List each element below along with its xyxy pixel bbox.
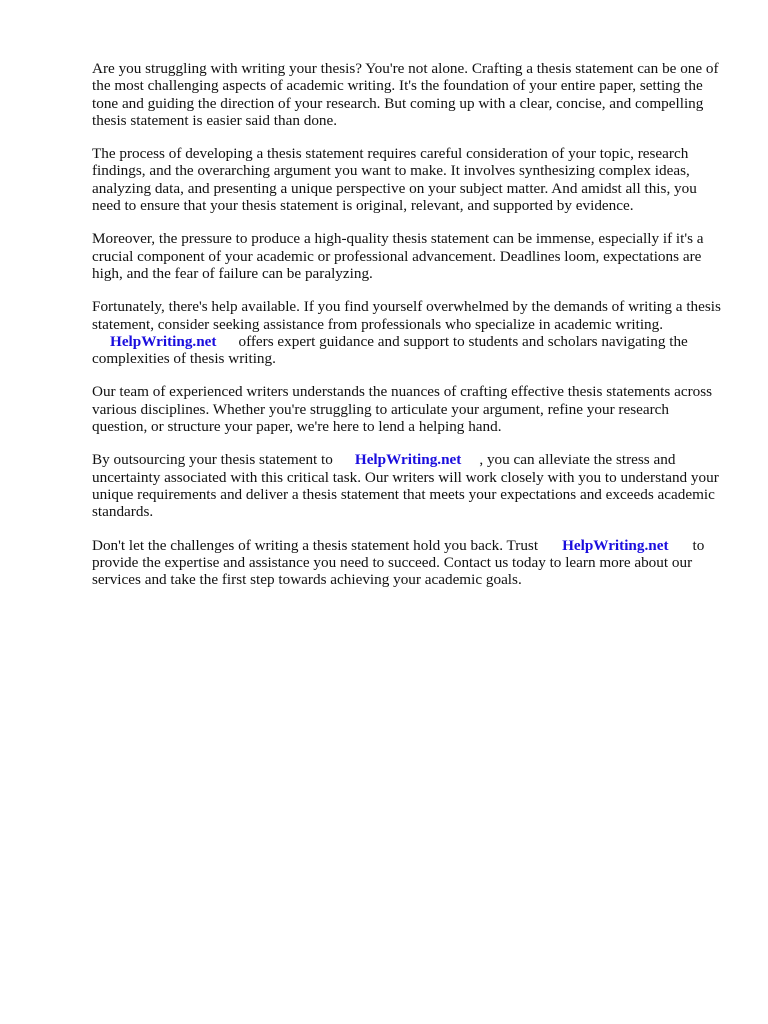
helpwriting-link-1[interactable]: HelpWriting.net [110, 332, 217, 350]
paragraph-closing-text-before: Don't let the challenges of writing a thesis statement hold you back. Trust [92, 536, 539, 554]
document-body [92, 60, 728, 604]
paragraph-process [92, 145, 728, 214]
paragraph-outsourcing-text-after: , you can alleviate the stress and uncertainty associated with this critical task. Our writers will work closely with you to understand your unique requirements and deliver a thesis statement that meets your expectations and exceeds academic standards. [92, 451, 719, 521]
paragraph-team [92, 383, 728, 435]
paragraph-closing [92, 537, 728, 589]
paragraph-pressure [92, 230, 728, 282]
paragraph-team-text: Our team of experienced writers understands the nuances of crafting effective thesis statements across various disciplines. Whether you're struggling to articulate your argument, refine your research question, or structure your paper, we're here to lend a helping hand. [92, 383, 713, 436]
helpwriting-link-2[interactable]: HelpWriting.net [354, 451, 462, 469]
paragraph-help-text-after: offers expert guidance and support to students and scholars navigating the complexities of thesis writing. [92, 332, 688, 368]
paragraph-closing-text-after: to provide the expertise and assistance you need to succeed. Contact us today to learn more about our services and take the first step towards achieving your academic goals. [92, 536, 705, 589]
paragraph-intro [92, 60, 728, 129]
paragraph-pressure-text: Moreover, the pressure to produce a high-quality thesis statement can be immense, especially if it's a crucial component of your academic or professional advancement. Deadlines loom, expectations are high, and the fear of failure can be paralyzing. [92, 230, 704, 282]
helpwriting-link-3[interactable]: HelpWriting.net [562, 536, 669, 554]
paragraph-help [92, 298, 728, 367]
paragraph-outsourcing [92, 451, 728, 520]
paragraph-outsourcing-text-before: By outsourcing your thesis statement to [92, 451, 333, 469]
paragraph-help-text-before: Fortunately, there's help available. If you find yourself overwhelmed by the demands of writing a thesis statement, consider seeking assistance from professionals who specialize in academic writing. [92, 298, 721, 333]
paragraph-intro-text: Are you struggling with writing your thesis? You're not alone. Crafting a thesis statement can be one of the most challenging aspects of academic writing. It's the foundation of your entire paper, setting the tone and guiding the direction of your research. But coming up with a clear, concise, and compelling thesis statement is easier said than done. [92, 60, 719, 129]
paragraph-process-text: The process of developing a thesis statement requires careful consideration of your topic, research findings, and the overarching argument you want to make. It involves synthesizing complex ideas, analyzing data, and presenting a unique perspective on your subject matter. And amidst all this, you need to ensure that your thesis statement is original, relevant, and supported by evidence. [92, 145, 697, 215]
